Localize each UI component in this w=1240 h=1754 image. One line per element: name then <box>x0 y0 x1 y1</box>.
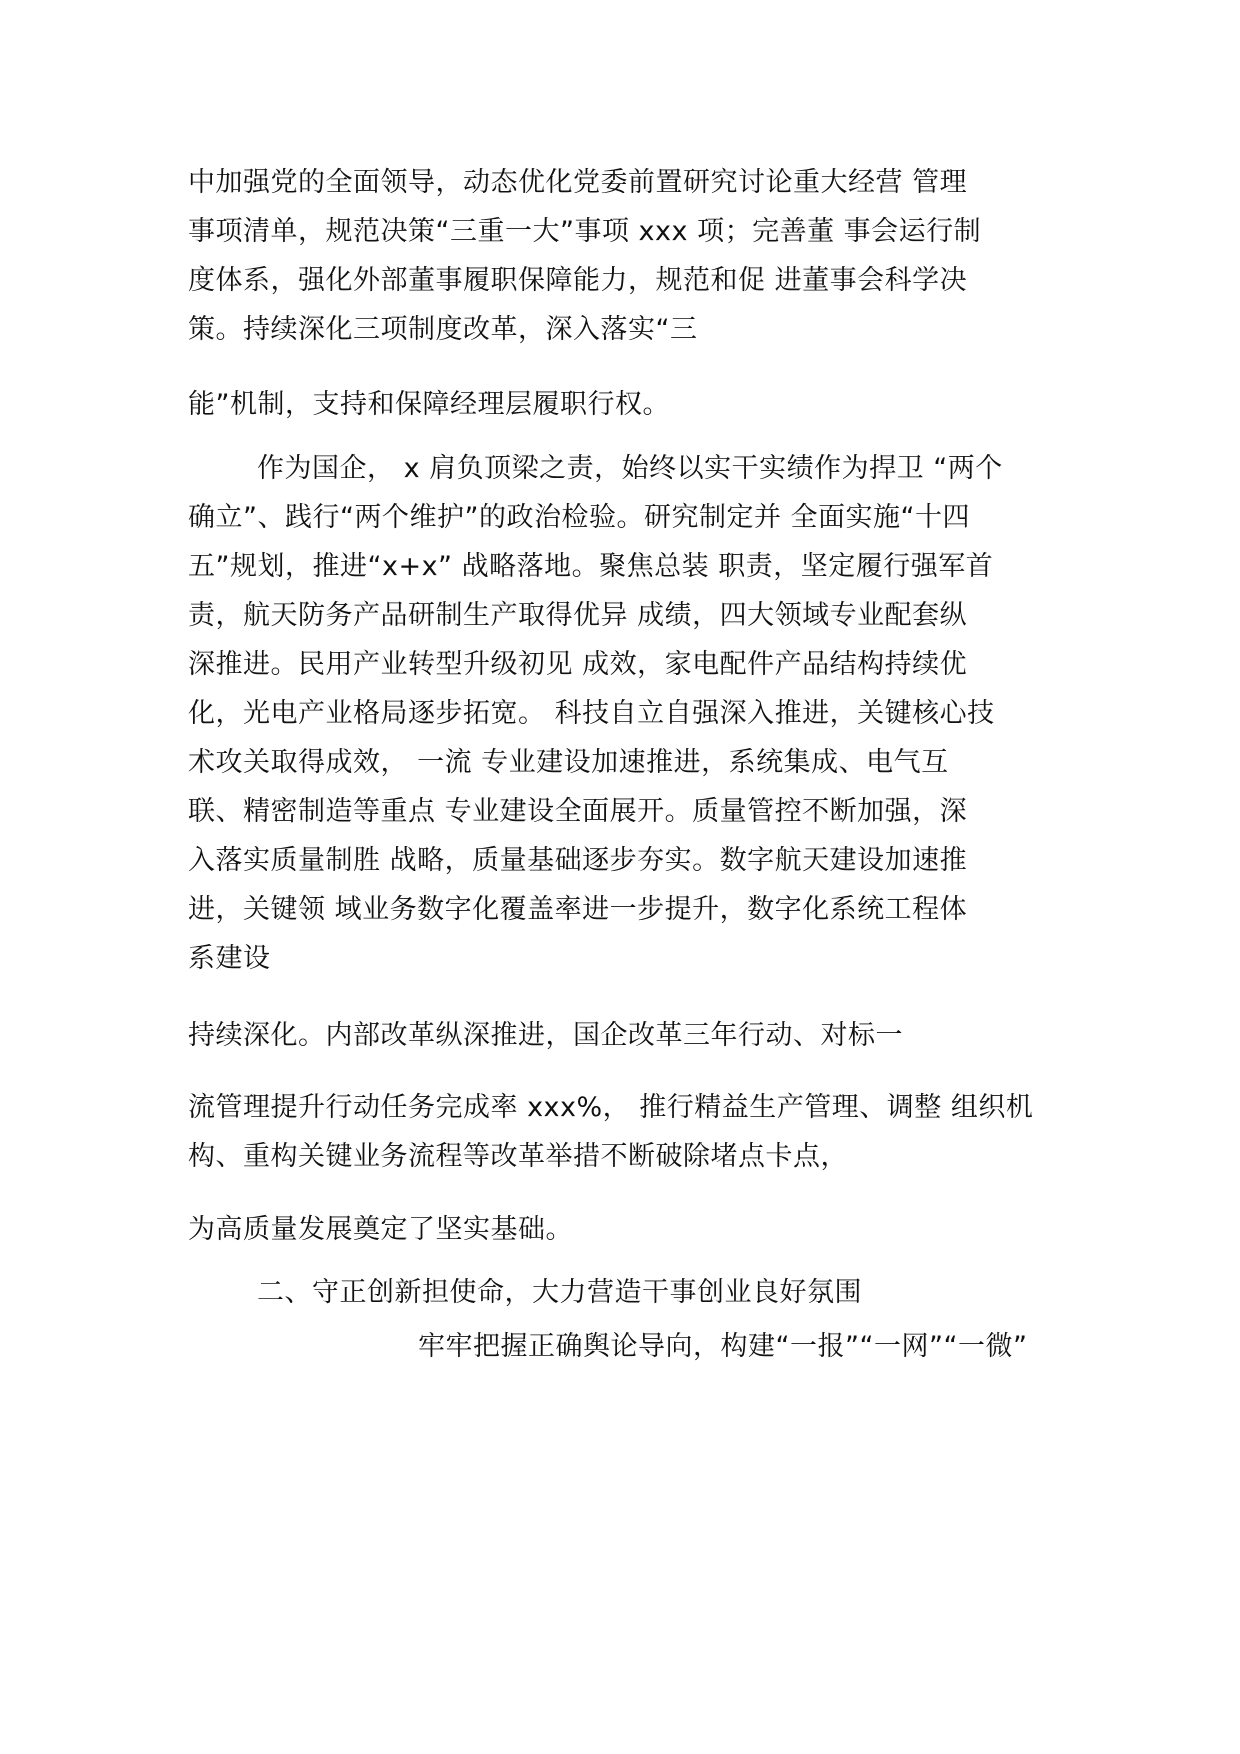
text-line-5: 能”机制，支持和保障经理层履职行权。 <box>188 389 670 420</box>
text-line-1: 中加强党的全面领导，动态优化党委前置研究讨论重大经营 管理 <box>188 167 968 198</box>
text-line-12: 术攻关取得成效， 一流 专业建设加速推进，系统集成、电气互 <box>188 747 949 778</box>
text-line-16: 系建设 <box>188 943 271 974</box>
section-heading: 二、守正创新担使命，大力营造干事创业良好氛围 <box>257 1277 862 1308</box>
text-line-22: 牢牢把握正确舆论导向，构建“一报”“一网”“一微” <box>418 1331 1028 1362</box>
text-line-13: 联、精密制造等重点 专业建设全面展开。质量管控不断加强，深 <box>188 796 968 827</box>
text-line-17: 持续深化。内部改革纵深推进，国企改革三年行动、对标一 <box>188 1020 903 1051</box>
text-line-6: 作为国企， x 肩负顶梁之责，始终以实干实绩作为捍卫 “两个 <box>257 453 1003 484</box>
text-line-9: 责，航天防务产品研制生产取得优异 成绩，四大领域专业配套纵 <box>188 600 968 631</box>
text-line-20: 为高质量发展奠定了坚实基础。 <box>188 1214 573 1245</box>
text-line-10: 深推进。民用产业转型升级初见 成效，家电配件产品结构持续优 <box>188 649 968 680</box>
text-line-4: 策。持续深化三项制度改革，深入落实“三 <box>188 314 698 345</box>
text-line-2: 事项清单，规范决策“三重一大”事项 xxx 项；完善董 事会运行制 <box>188 216 982 247</box>
text-line-11: 化，光电产业格局逐步拓宽。 科技自立自强深入推进，关键核心技 <box>188 698 995 729</box>
text-line-14: 入落实质量制胜 战略，质量基础逐步夯实。数字航天建设加速推 <box>188 845 968 876</box>
text-line-19: 构、重构关键业务流程等改革举措不断破除堵点卡点， <box>188 1141 848 1172</box>
text-line-7: 确立”、践行“两个维护”的政治检验。研究制定并 全面实施“十四 <box>188 502 971 533</box>
text-line-18: 流管理提升行动任务完成率 xxx%， 推行精益生产管理、调整 组织机 <box>188 1092 1034 1123</box>
text-line-15: 进，关键领 域业务数字化覆盖率进一步提升，数字化系统工程体 <box>188 894 968 925</box>
text-line-8: 五”规划，推进“x+x” 战略落地。聚焦总装 职责，坚定履行强军首 <box>188 551 994 582</box>
text-line-3: 度体系，强化外部董事履职保障能力，规范和促 进董事会科学决 <box>188 265 968 296</box>
